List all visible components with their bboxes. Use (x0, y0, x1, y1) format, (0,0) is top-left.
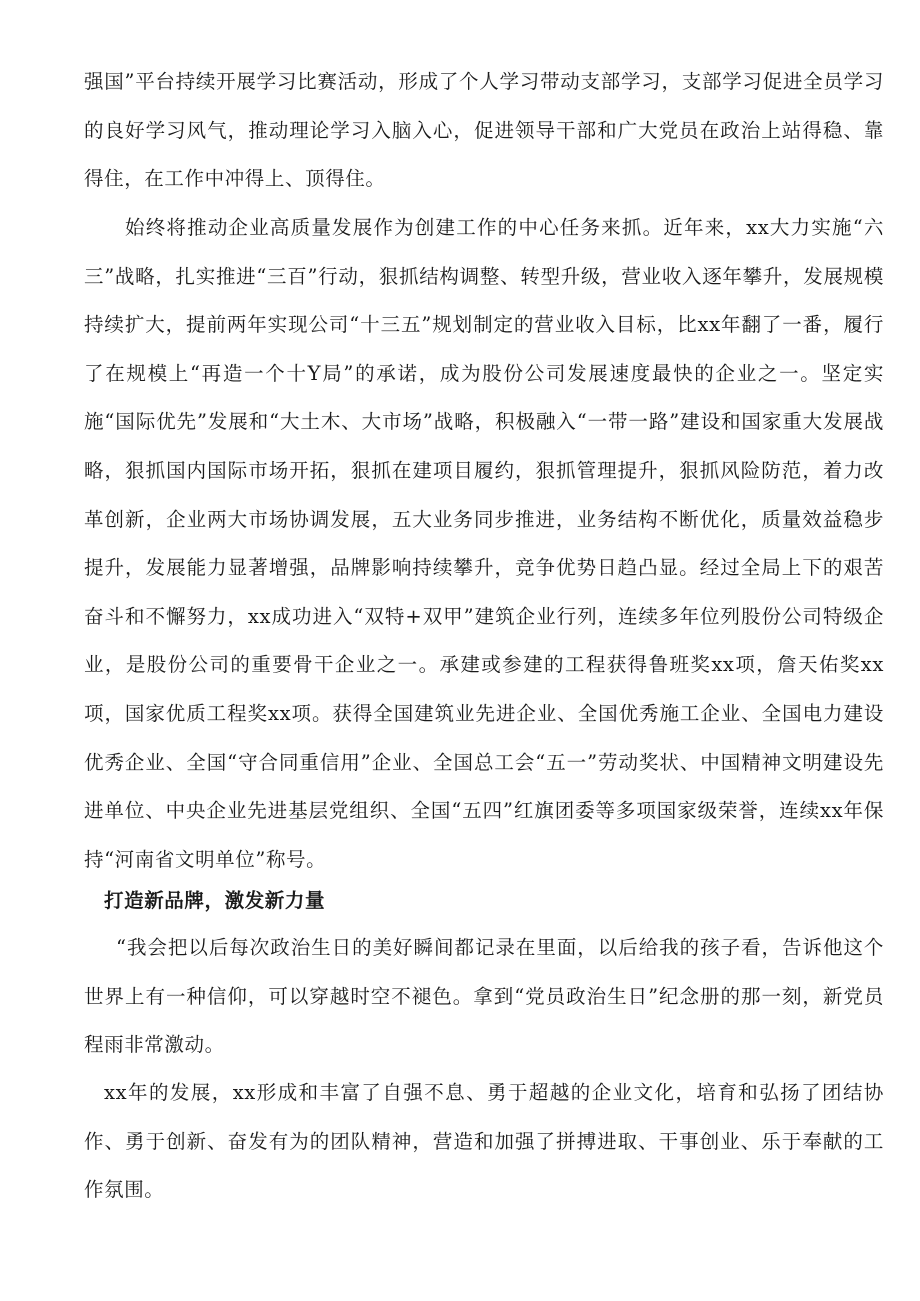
section-heading: 打造新品牌，激发新力量 (104, 889, 326, 912)
paragraph-high-quality-development: 始终将推动企业高质量发展作为创建工作的中心任务来抓。近年来，xx大力实施“六三”战略，扎实推进“三百”行动，狠抓结构调整、转型升级，营业收入逐年攀升，发展规模持续扩大，提前两年实现公司“十三五”规划制定的营业收入目标，比xx年翻了一番，履行了在规模上“再造一个十Y局”的承诺，成为股份公司发展速度最快的企业之一。坚定实施“国际优先”发展和“大土木、大市场”战略，积极融入“一带一路”建设和国家重大发展战略，狠抓国内国际市场开拓，狠抓在建项目履约，狠抓管理提升，狠抓风险防范，着力改革创新，企业两大市场协调发展，五大业务同步推进，业务结构不断优化，质量效益稳步提升，发展能力显著增强，品牌影响持续攀升，竞争优势日趋凸显。经过全局上下的艰苦奋斗和不懈努力，xx成功进入“双特+双甲”建筑企业行列，连续多年位列股份公司特级企业，是股份公司的重要骨干企业之一。承建或参建的工程获得鲁班奖xx项，詹天佑奖xx项，国家优质工程奖xx项。获得全国建筑业先进企业、全国优秀施工企业、全国电力建设优秀企业、全国“守合同重信用”企业、全国总工会“五一”劳动奖状、中国精神文明建设先进单位、中央企业先进基层党组织、全国“五四”红旗团委等多项国家级荣誉，连续xx年保持“河南省文明单位”称号。 (84, 216, 884, 871)
paragraph-corporate-culture: xx年的发展，xx形成和丰富了自强不息、勇于超越的企业文化，培育和弘扬了团结协作、勇于创新、奋发有为的团队精神，营造和加强了拼搏进取、干事创业、乐于奉献的工作氛围。 (84, 1081, 884, 1202)
paragraph-political-birthday: “我会把以后每次政治生日的美好瞬间都记录在里面，以后给我的孩子看，告诉他这个世界上有一种信仰，可以穿越时空不褪色。拿到“党员政治生日”纪念册的那一刻，新党员程雨非常激动。 (84, 936, 884, 1057)
paragraph-study-atmosphere: 强国”平台持续开展学习比赛活动，形成了个人学习带动支部学习，支部学习促进全员学习的良好学习风气，推动理论学习入脑入心，促进领导干部和广大党员在政治上站得稳、靠得住，在工作中冲得上、顶得住。 (84, 70, 884, 191)
